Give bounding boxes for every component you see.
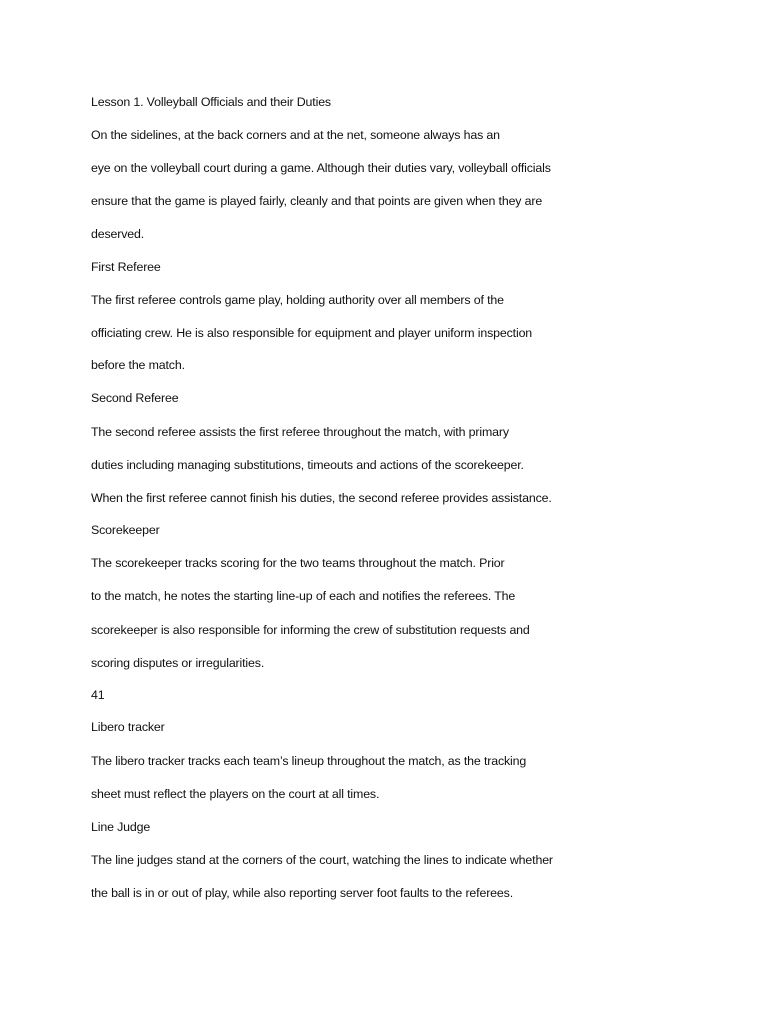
scorekeeper-line-3: scorekeeper is also responsible for informing the crew of substitution requests and (91, 623, 530, 637)
scorekeeper-line-2: to the match, he notes the starting line-up of each and notifies the referees. The (91, 589, 516, 603)
first-referee-line-2: officiating crew. He is also responsible for equipment and player uniform inspection (91, 326, 533, 340)
heading-first-referee: First Referee (91, 260, 161, 274)
heading-line-judge: Line Judge (91, 820, 151, 834)
second-referee-line-3: When the first referee cannot finish his duties, the second referee provides assistance. (91, 491, 552, 505)
first-referee-line-3: before the match. (91, 358, 185, 372)
scorekeeper-line-1: The scorekeeper tracks scoring for the two teams throughout the match. Prior (91, 556, 505, 570)
first-referee-line-1: The first referee controls game play, holding authority over all members of the (91, 293, 504, 307)
intro-line-4: deserved. (91, 227, 145, 241)
line-judge-line-1: The line judges stand at the corners of the court, watching the lines to indicate whether (91, 853, 553, 867)
libero-tracker-line-1: The libero tracker tracks each team’s lineup throughout the match, as the tracking (91, 754, 527, 768)
heading-libero-tracker: Libero tracker (91, 720, 165, 734)
libero-tracker-line-2: sheet must reflect the players on the court at all times. (91, 787, 380, 801)
second-referee-line-1: The second referee assists the first referee throughout the match, with primary (91, 425, 509, 439)
second-referee-line-2: duties including managing substitutions, timeouts and actions of the scorekeeper. (91, 458, 524, 472)
intro-line-2: eye on the volleyball court during a game. Although their duties vary, volleyball officials (91, 161, 551, 175)
heading-scorekeeper: Scorekeeper (91, 523, 160, 537)
scorekeeper-line-4: scoring disputes or irregularities. (91, 656, 265, 670)
heading-second-referee: Second Referee (91, 391, 179, 405)
page-number: 41 (91, 688, 105, 702)
intro-line-1: On the sidelines, at the back corners and at the net, someone always has an (91, 128, 500, 142)
intro-line-3: ensure that the game is played fairly, cleanly and that points are given when they are (91, 194, 543, 208)
lesson-title: Lesson 1. Volleyball Officials and their Duties (91, 95, 331, 109)
line-judge-line-2: the ball is in or out of play, while also reporting server foot faults to the referees. (91, 886, 513, 900)
